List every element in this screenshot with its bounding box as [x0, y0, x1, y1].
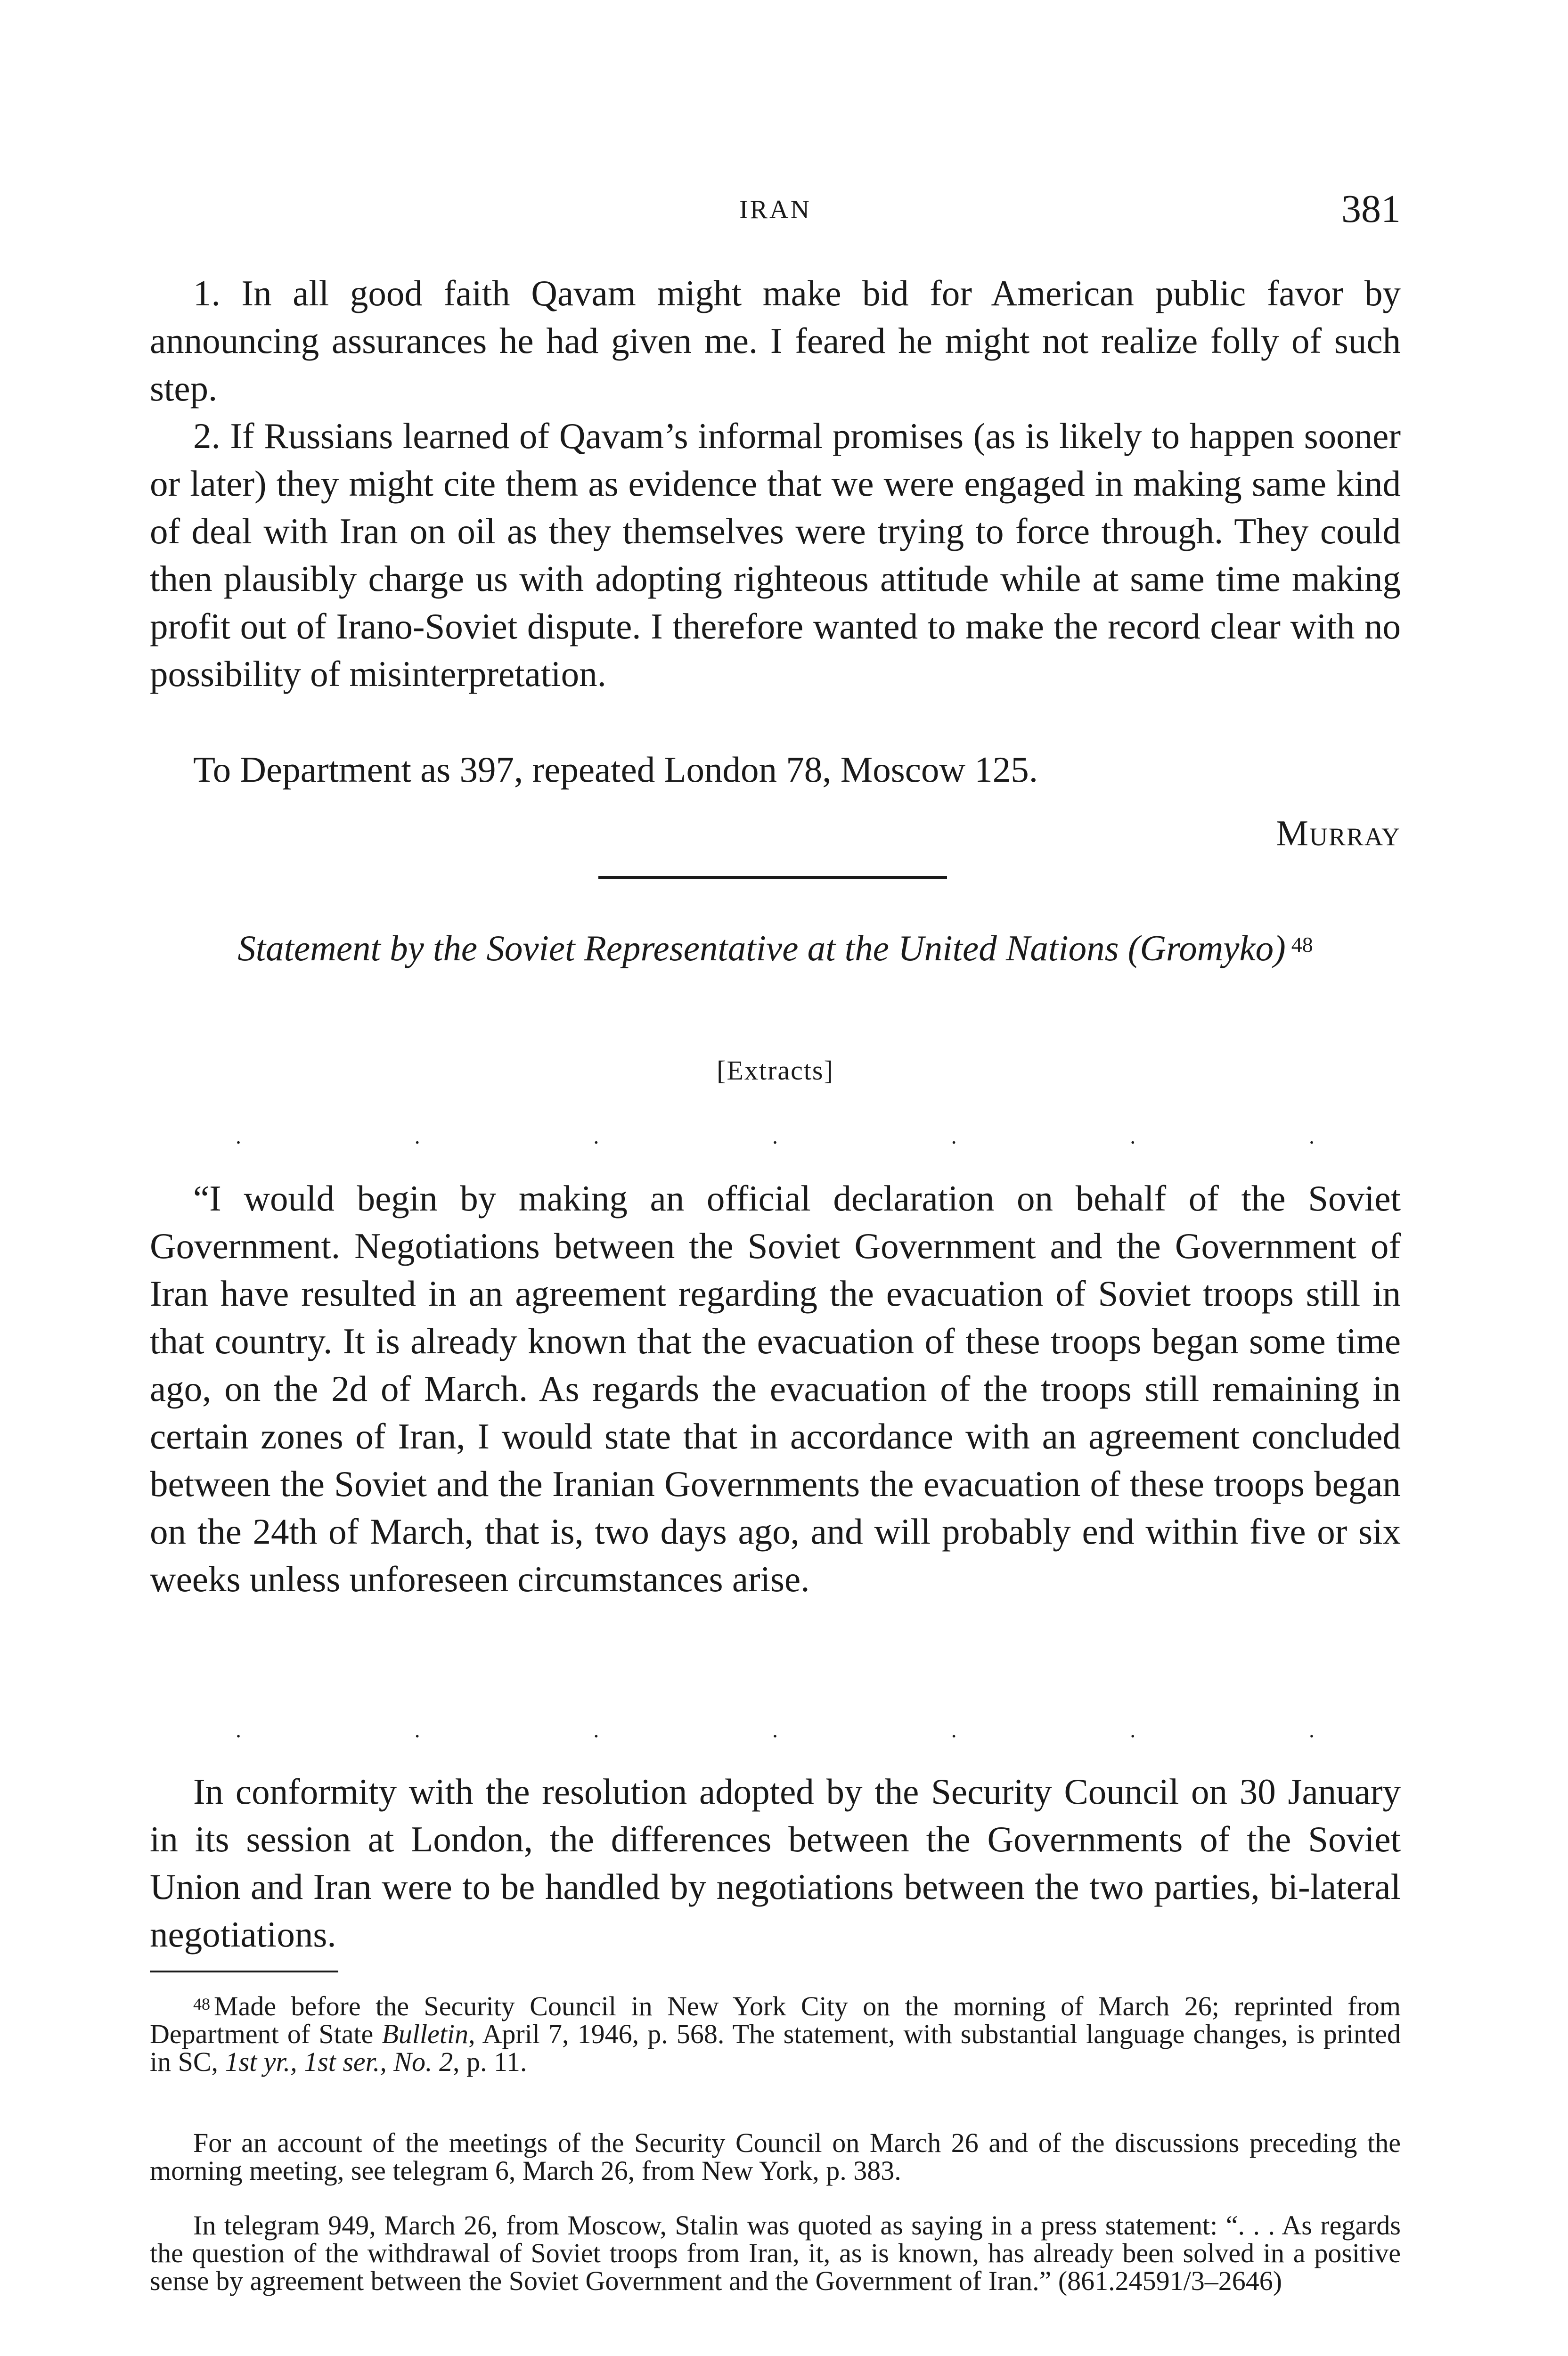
section-subtitle: [Extracts] [717, 1055, 834, 1086]
footnote-reference: 48 [1291, 933, 1313, 957]
ellipsis-dot: . [951, 1124, 957, 1149]
signature: Murray [1276, 813, 1401, 853]
ellipsis-row [236, 1719, 1315, 1742]
ellipsis-dot: . [593, 1718, 599, 1742]
body-paragraph-2: 2. If Russians learned of Qavam’s informal promises (as is likely to happen sooner or later) they might cite them as evidence that we were engaged in making same kind of deal with Iran on oil as they themselves were trying to force through. They could then plausibly charge us with adopting righteous attitude while at same time making profit out of Irano-Soviet dispute. I therefore wanted to make the record clear with no possibility of misinterpretation. [150, 416, 1401, 694]
footnote-continuation-1: For an account of the meetings of the Security Council on March 26 and of the discussions preceding the morning meeting, see telegram 6, March 26, from New York, p. 383. [150, 2127, 1401, 2186]
ellipsis-dot: . [772, 1718, 778, 1742]
ellipsis-dot: . [236, 1124, 241, 1149]
running-head: IRAN [739, 195, 811, 224]
footnote-text: , p. 11. [452, 2046, 527, 2077]
footnote-48 [150, 1992, 1401, 2076]
section-title-text: Statement by the Soviet Representative at the United Nations (Gromyko) [237, 928, 1286, 968]
section-title [150, 924, 1401, 972]
ellipsis-dot: . [1308, 1124, 1315, 1149]
footnote-text: , April 7, 1946, p. 568. The statement, with substantial language changes, is printed in SC, [150, 2019, 1401, 2077]
body-paragraph-3: To Department as 397, repeated London 78, Moscow 125. [193, 749, 1038, 790]
ellipsis-dot: . [772, 1124, 778, 1149]
ellipsis-row [236, 1125, 1315, 1148]
footnote-number: 48 [193, 1995, 210, 2013]
section-divider [598, 876, 947, 879]
ellipsis-dot: . [951, 1718, 957, 1742]
ellipsis-dot: . [1130, 1718, 1136, 1742]
footnote-italic-text: 1st yr., 1st ser., No. 2 [225, 2046, 453, 2077]
ellipsis-dot: . [593, 1124, 599, 1149]
ellipsis-dot: . [236, 1718, 241, 1742]
body-paragraph-1: 1. In all good faith Qavam might make bid for American public favor by announcing assurances he had given me. I feared he might not realize folly of such step. [150, 273, 1401, 409]
ellipsis-dot: . [414, 1718, 420, 1742]
ellipsis-dot: . [414, 1124, 420, 1149]
page-number: 381 [1341, 187, 1401, 231]
footnote-text: Made before the Security Council in New York City on the morning of March 26; reprinted from Department of State [150, 1991, 1401, 2049]
body-paragraph-4: In conformity with the resolution adopted by the Security Council on 30 January in its session at London, the differences between the Governments of the Soviet Union and Iran were to be handled by negotiations between the two parties, bi-lateral negotiations. [150, 1771, 1401, 1955]
footnote-continuation-2: In telegram 949, March 26, from Moscow, Stalin was quoted as saying in a press statement: “. . . As regards the question of the withdrawal of Soviet troops from Iran, it, as is known, has already been solved in a positive sense by agreement between the Soviet Government and the Government of Iran.” (861.24591/3–2646) [150, 2210, 1401, 2296]
ellipsis-dot: . [1308, 1718, 1315, 1742]
footnote-divider [150, 1971, 338, 1972]
page-header [150, 186, 1401, 238]
footnote-italic-text: Bulletin [382, 2019, 469, 2049]
ellipsis-dot: . [1130, 1124, 1136, 1149]
quoted-statement: “I would begin by making an official declaration on behalf of the Soviet Government. Negotiations between the Soviet Government and the Government of Iran have resulted in an agreement regarding the evacuation of Soviet troops still in that country. It is already known that the evacuation of these troops began some time ago, on the 2d of March. As regards the evacuation of the troops still remaining in certain zones of Iran, I would state that in accordance with an agreement concluded between the Soviet and the Iranian Governments the evacuation of these troops began on the 24th of March, that is, two days ago, and will probably end within five or six weeks unless unforeseen circumstances arise. [150, 1178, 1401, 1599]
